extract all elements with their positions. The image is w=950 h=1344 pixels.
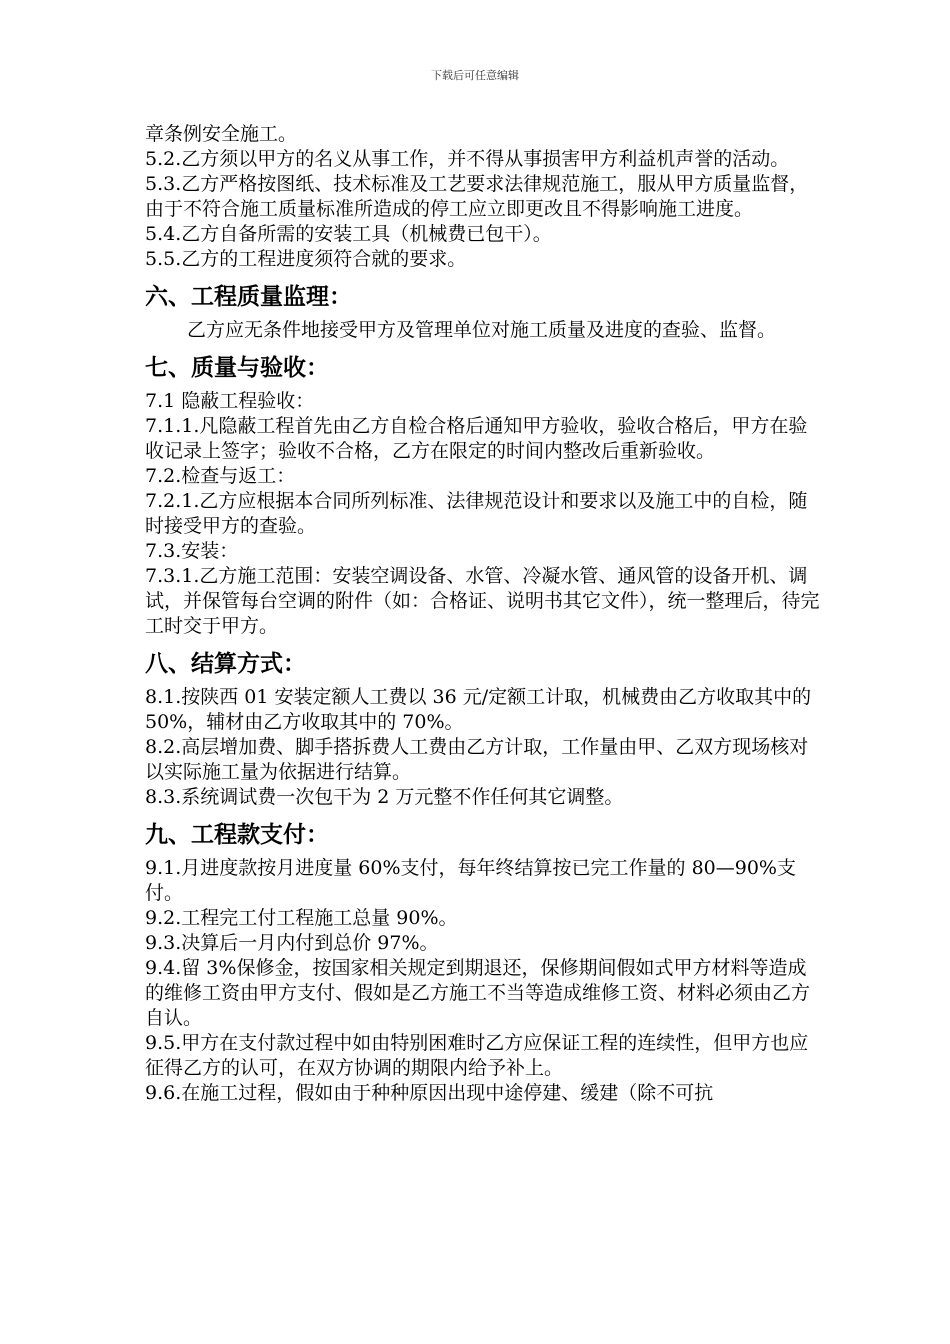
paragraph: 9.4.留 3%保修金，按国家相关规定到期退还，保修期间假如式甲方材料等造成的维修工资由甲方支付、假如是乙方施工不当等造成维修工资、材料必须由乙方自认。 bbox=[145, 957, 811, 1029]
document-body bbox=[145, 122, 825, 1106]
paragraph: 5.4.乙方自备所需的安装工具（机械费已包干）。 bbox=[145, 223, 552, 245]
paragraph: 9.1.月进度款按月进度量 60%支付，每年终结算按已完工作量的 80—90%支付。 bbox=[145, 857, 796, 904]
paragraph: 7.2.1.乙方应根据本合同所列标准、法律规范设计和要求以及施工中的自检，随时接受甲方的查验。 bbox=[145, 490, 808, 537]
section-heading: 六、工程质量监理： bbox=[145, 283, 352, 310]
section-heading: 八、结算方式： bbox=[145, 650, 306, 677]
paragraph: 9.2.工程完工付工程施工总量 90%。 bbox=[145, 907, 458, 929]
paragraph: 8.1.按陕西 01 安装定额人工费以 36 元/定额工计取，机械费由乙方收取其中的 50%，辅材由乙方收取其中的 70%。 bbox=[145, 686, 812, 733]
paragraph: 9.3.决算后一月内付到总价 97%。 bbox=[145, 932, 439, 954]
paragraph: 5.5.乙方的工程进度须符合就的要求。 bbox=[145, 248, 467, 270]
paragraph: 8.2.高层增加费、脚手搭拆费人工费由乙方计取，工作量由甲、乙双方现场核对以实际施工量为依据进行结算。 bbox=[145, 736, 809, 783]
paragraph: 9.6.在施工过程，假如由于种种原因出现中途停建、缓建（除不可抗 bbox=[145, 1082, 714, 1104]
section-heading: 九、工程款支付： bbox=[145, 821, 329, 848]
section-heading: 七、质量与验收： bbox=[145, 354, 329, 381]
paragraph: 乙方应无条件地接受甲方及管理单位对施工质量及进度的查验、监督。 bbox=[187, 319, 777, 341]
paragraph: 5.3.乙方严格按图纸、技术标准及工艺要求法律规范施工，服从甲方质量监督，由于不符合施工质量标准所造成的停工应立即更改且不得影响施工进度。 bbox=[145, 173, 809, 220]
paragraph: 7.1.1.凡隐蔽工程首先由乙方自检合格后通知甲方验收，验收合格后，甲方在验收记录上签字；验收不合格，乙方在限定的时间内整改后重新验收。 bbox=[145, 415, 808, 462]
paragraph: 7.1 隐蔽工程验收： bbox=[145, 390, 315, 412]
paragraph: 7.3.安装： bbox=[145, 540, 239, 562]
paragraph: 9.5.甲方在支付款过程中如由特别困难时乙方应保证工程的连续性，但甲方也应征得乙方的认可，在双方协调的期限内给予补上。 bbox=[145, 1032, 809, 1079]
paragraph: 5.2.乙方须以甲方的名义从事工作，并不得从事损害甲方利益机声誉的活动。 bbox=[145, 148, 790, 170]
paragraph: 8.3.系统调试费一次包干为 2 万元整不作任何其它调整。 bbox=[145, 786, 624, 808]
paragraph: 7.3.1.乙方施工范围：安装空调设备、水管、冷凝水管、通风管的设备开机、调试，并保管每台空调的附件（如：合格证、说明书其它文件），统一整理后，待完工时交于甲方。 bbox=[145, 565, 820, 637]
page-header: 下载后可任意编辑 bbox=[431, 69, 519, 82]
paragraph: 章条例安全施工。 bbox=[145, 123, 298, 145]
paragraph: 7.2.检查与返工： bbox=[145, 465, 296, 487]
